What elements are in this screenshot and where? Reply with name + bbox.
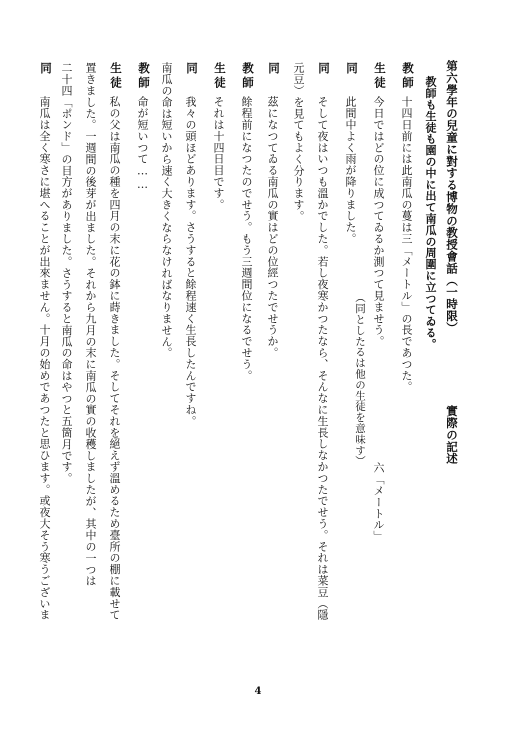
dialogue-line: それは十四日目です。 [212, 96, 225, 210]
section-label: 實際の記述 [445, 405, 459, 465]
speaker-label: 教師 [137, 62, 151, 91]
dialogue-line: 今日ではどの位に成つてゐるか測つて見ませう。 [372, 96, 385, 347]
speaker-label: 教師 [401, 62, 415, 91]
page-number: 4 [254, 686, 262, 697]
speaker-label: 教師 [241, 62, 255, 91]
dialogue-line: 我々の頭ほどあります。さうすると餘程速く生長したんですね。 [184, 96, 197, 427]
speaker-label: 同 [317, 62, 331, 77]
dialogue-line: 此間中よく雨が降りました。 [344, 96, 357, 245]
dialogue-line: 茲になつてゐる南瓜の實はどの位經つたでせうか。 [266, 96, 279, 359]
stage-direction: 教師も生徒も園の中に出て南瓜の周圍に立つてゐる。 [424, 76, 437, 350]
speaker-label: 同 [185, 62, 199, 77]
dialogue-line: そして夜はいつも溫かでした。若し夜寒かつたなら、そんなに生長しなかつたでせう。それは菜豆（隱 [316, 96, 329, 621]
dialogue-line: 命が短いつて…… [136, 96, 149, 192]
dialogue-note: （同としたるは他の生徒を意味す） [354, 292, 366, 467]
dialogue-line: 南瓜の命は短いから速く大きくならなければなりません。 [160, 62, 173, 359]
dialogue-line: 六「メートル」 [372, 462, 385, 542]
dialogue-line: 南瓜は全く寒さに堪へることが出來ません。十月の始めであつたと思ひます。或夜大そう寒うございま [38, 96, 51, 621]
dialogue-line: 二十四「ポンド」の目方がありました。さうすると南瓜の命はやつと五箇月です。 [60, 62, 73, 484]
dialogue-line: 元豆）を見てもよく分ります。 [292, 62, 305, 222]
speaker-label: 生徒 [109, 62, 123, 91]
dialogue-line: 十四日前には此南瓜の蔓は三「メートル」の長であつた。 [400, 96, 413, 393]
speaker-label: 同 [39, 62, 53, 77]
speaker-label: 同 [267, 62, 281, 77]
dialogue-line: 餘程前になつたのでせう。もう三週間位になるでせう。 [240, 96, 253, 381]
speaker-label: 生徒 [213, 62, 227, 91]
dialogue-line: 置きました。一週間の後芽が出ました。それから九月の末に南瓜の實の收穫しましたが、其中の一つは [84, 62, 97, 587]
dialogue-line: 私の父は南瓜の種を四月の末に花の鉢に蒔きました。そしてそれを絕えず溫めるため臺所の棚に載せて [108, 96, 121, 621]
page-title: 第六學年の兒童に對する博物の教授會話（一時限） [445, 60, 459, 334]
speaker-label: 同 [345, 62, 359, 77]
speaker-label: 生徒 [373, 62, 387, 91]
